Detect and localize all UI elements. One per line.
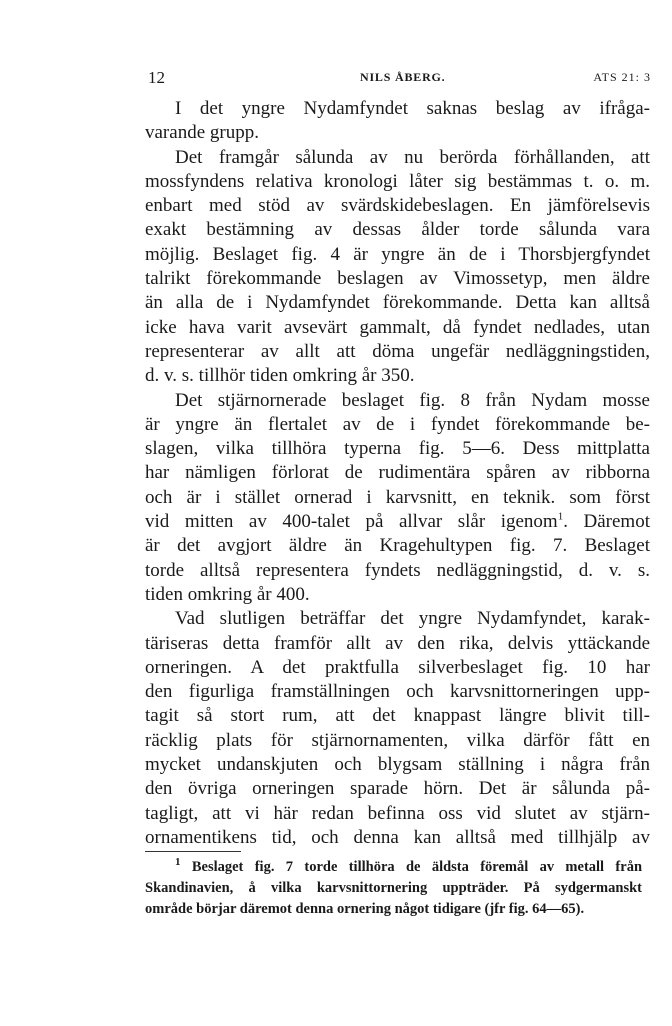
paragraph <box>145 146 650 389</box>
text-line: Det stjärnornerade beslaget fig. 8 från Nydam mosse <box>175 389 650 411</box>
text-segment: . Däremot <box>563 511 650 533</box>
text-line: icke hava varit avsevärt gammalt, då fyndet nedlades, utan <box>145 316 650 338</box>
page-header <box>148 68 651 88</box>
text-line: mycket undanskjuten och blygsam ställning i några från <box>145 754 650 776</box>
text-line-with-footnote <box>145 510 650 534</box>
footnote-marker: 1 <box>175 856 181 869</box>
footnote-line: område börjar däremot denna ornering något tidigare (jfr fig. 64—65). <box>145 901 585 917</box>
text-line: representerar av allt att döma ungefär nedläggningstiden, <box>145 340 650 362</box>
text-line: varande grupp. <box>145 122 259 144</box>
text-line: mossfyndens relativa kronologi låter sig bestämmas t. o. m. <box>145 170 650 192</box>
text-line: slagen, vilka tillhöra typerna fig. 5—6. Dess mittplatta <box>145 438 650 460</box>
text-segment: vid mitten av 400-talet på allvar slår igenom <box>145 511 558 533</box>
text-line: orneringen. A det praktfulla silverbeslaget fig. 10 har <box>145 656 650 678</box>
footnote-text: Beslaget fig. 7 torde tillhöra de äldsta föremål av metall från <box>191 859 643 875</box>
footnote-divider <box>145 851 241 852</box>
text-line: har nämligen förlorat de rudimentära spåren av ribborna <box>145 462 650 484</box>
text-line: räcklig plats för stjärnornamenten, vilka därför fått en <box>145 729 650 751</box>
text-line: än alla de i Nydamfyndet förekommande. Detta kan alltså <box>145 292 650 314</box>
text-line: exakt bestämning av dessas ålder torde sålunda vara <box>145 219 650 241</box>
text-line: den övriga orneringen sparade hörn. Det är sålunda på- <box>145 778 650 800</box>
footnote-reference[interactable]: 1 <box>557 510 564 523</box>
series-reference: ATS 21: 3 <box>593 70 651 84</box>
text-line: och är i stället ornerad i karvsnitt, en teknik. som först <box>145 486 650 508</box>
text-line: torde alltså representera fyndets nedläggningstid, d. v. s. <box>145 559 650 581</box>
text-line: ornamentikens tid, och denna kan alltså med tillhjälp av <box>145 826 650 848</box>
text-line: Det framgår sålunda av nu berörda förhållanden, att <box>175 146 650 168</box>
text-line: tagit så stort rum, att det knappast längre blivit till- <box>145 705 650 727</box>
text-line: tagligt, att vi här redan befinna oss vid slutet av stjärn- <box>145 802 650 824</box>
running-title: NILS ÅBERG. <box>360 70 446 84</box>
text-line: möjlig. Beslaget fig. 4 är yngre än de i Thorsbjergfyndet <box>145 243 650 265</box>
text-line: är yngre än flertalet av de i fyndet förekommande be- <box>145 413 650 435</box>
text-line: d. v. s. tillhör tiden omkring år 350. <box>145 365 415 387</box>
text-line: talrikt förekommande beslagen av Vimossetyp, men äldre <box>145 268 650 290</box>
footnote <box>145 857 642 920</box>
text-line: den figurliga framställningen och karvsnittorneringen upp- <box>145 681 650 703</box>
page-number: 12 <box>148 68 165 87</box>
body-text <box>145 97 650 850</box>
text-line: enbart med stöd av svärdskidebeslagen. En jämförelsevis <box>145 195 650 217</box>
paragraph <box>145 389 650 608</box>
text-line: är det avgjort äldre än Kragehultypen fig. 7. Beslaget <box>145 535 650 557</box>
text-line: Vad slutligen beträffar det yngre Nydamfyndet, karak- <box>175 608 650 630</box>
paragraph <box>145 97 650 146</box>
text-line: tiden omkring år 400. <box>145 583 310 605</box>
text-line: I det yngre Nydamfyndet saknas beslag av ifråga- <box>175 98 650 119</box>
paragraph <box>145 607 650 850</box>
footnote-line: Skandinavien, å vilka karvsnittornering uppträder. På sydgermanskt <box>145 880 642 896</box>
footnote-line <box>145 857 642 878</box>
text-line: täriseras detta framför allt av den rika, delvis yttäckande <box>145 632 650 654</box>
